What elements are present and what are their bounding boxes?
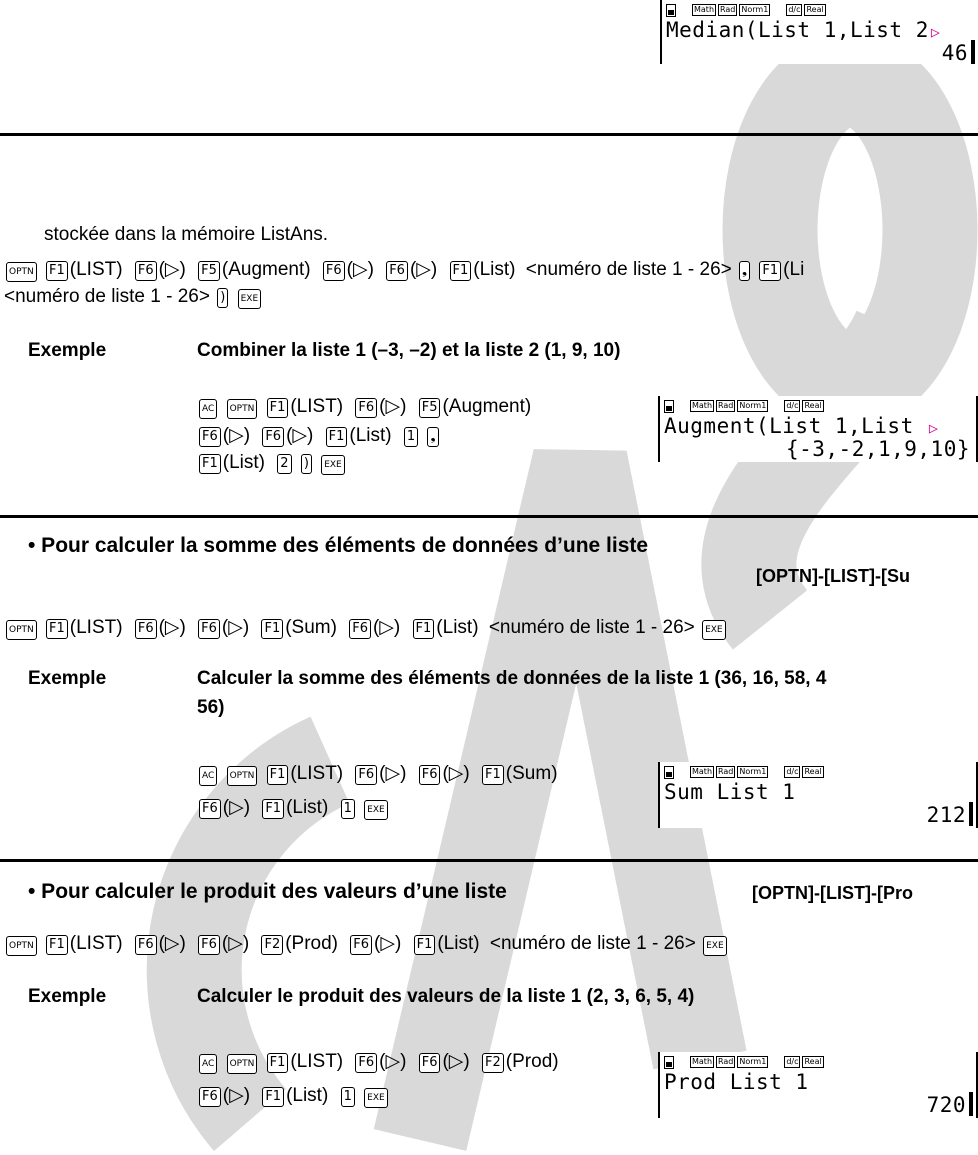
augment-keystrokes-3: F1 (List) 2 ) EXE (197, 452, 347, 475)
lcd-indicator: Real (804, 1057, 822, 1066)
example-description-line-2: 56) (197, 697, 225, 718)
lcd-indicator: d/c (786, 767, 799, 776)
key-f1: F1 (46, 935, 68, 955)
lcd-screen-prod (658, 1052, 978, 1118)
augment-description: stockée dans la mémoire ListAns. (44, 224, 329, 245)
lcd-cursor (969, 802, 973, 826)
key-f6: F6 (349, 619, 371, 639)
key-f1: F1 (262, 799, 284, 819)
menu-path-prod: [OPTN]-[LIST]-[Pro (752, 883, 913, 903)
key-f1: F1 (46, 261, 68, 281)
lcd-result-line: 212 (926, 803, 966, 827)
prod-keystrokes-1: AC OPTN F1 (LIST) F6 (▷) F6 (▷) F2 (Prod) (197, 1050, 559, 1074)
example-description: Calculer le produit des valeurs de la liste 1 (2, 3, 6, 5, 4) (197, 986, 695, 1007)
key-f6: F6 (198, 619, 220, 639)
lcd-screen-median (660, 0, 978, 64)
menu-path-sum: [OPTN]-[LIST]-[Su (756, 566, 910, 586)
key-f6: F6 (386, 261, 408, 281)
key-f1: F1 (326, 427, 348, 447)
key-f6: F6 (199, 427, 221, 447)
lcd-cursor (969, 1092, 973, 1116)
key-optn: OPTN (6, 620, 37, 640)
lcd-status-bar (664, 1055, 824, 1069)
augment-keystrokes-1: AC OPTN F1 (LIST) F6 (▷) F5 (Augment) (197, 395, 531, 419)
key-1: 1 (341, 1087, 355, 1107)
key-f1: F1 (267, 1053, 289, 1073)
lcd-indicator: d/c (788, 5, 801, 14)
key-f6: F6 (198, 935, 220, 955)
lcd-indicator: Rad (718, 401, 734, 410)
key-ac: AC (199, 1054, 217, 1074)
key-f1: F1 (267, 398, 289, 418)
key-f1: F1 (267, 765, 289, 785)
lcd-result-line: {-3,-2,1,9,10} (785, 437, 970, 461)
key-f6: F6 (419, 1053, 441, 1073)
key-ac: AC (199, 399, 217, 419)
lcd-indicator: Norm1 (739, 767, 767, 776)
section-divider (0, 515, 978, 518)
lcd-cursor (971, 40, 975, 64)
key-exe: EXE (364, 800, 388, 820)
lcd-indicator: Norm1 (739, 401, 767, 410)
key-f6: F6 (419, 765, 441, 785)
example-description-line-1: Calculer la somme des éléments de données de la liste 1 (36, 16, 58, 4 (197, 668, 827, 689)
key-exe: EXE (238, 289, 262, 309)
key-f6: F6 (323, 261, 345, 281)
scroll-right-arrow-icon: ▷ (930, 23, 941, 41)
augment-syntax-line-1: OPTN F1 (LIST) F6 (▷) F5 (Augment) F6 (▷) F6 (▷) F1 (List) <numéro de liste 1 - 26> ❟ F1 (Li (4, 258, 804, 282)
key-f6: F6 (135, 619, 157, 639)
key-f6: F6 (199, 1087, 221, 1107)
key-f1: F1 (450, 261, 472, 281)
key-f6: F6 (135, 935, 157, 955)
lcd-indicator: Math (692, 401, 713, 410)
key-exe: EXE (364, 1088, 388, 1108)
lcd-status-bar (664, 765, 824, 779)
battery-icon (664, 766, 674, 779)
key-f1: F1 (261, 619, 283, 639)
augment-keystrokes-2: F6 (▷) F6 (▷) F1 (List) 1 ❟ (197, 424, 441, 447)
lcd-indicator: Norm1 (741, 5, 769, 14)
key-f1: F1 (262, 1087, 284, 1107)
key-1: 1 (341, 799, 355, 819)
key-exe: EXE (321, 455, 345, 475)
lcd-input-line: Median(List 1,List 2 ▷ (666, 18, 941, 42)
lcd-input-line: Prod List 1 (664, 1070, 809, 1094)
lcd-status-bar (666, 3, 826, 17)
lcd-indicator: Real (804, 401, 822, 410)
key-f1: F1 (199, 454, 221, 474)
key-f2: F2 (482, 1053, 504, 1073)
lcd-indicator: Real (806, 5, 824, 14)
lcd-indicator: Rad (718, 767, 734, 776)
section-heading-prod: • Pour calculer le produit des valeurs d’une liste (28, 880, 507, 903)
key-optn: OPTN (227, 1054, 258, 1074)
key-close-paren: ) (217, 288, 228, 308)
lcd-input-line: Sum List 1 (664, 780, 796, 804)
key-optn: OPTN (6, 262, 37, 282)
key-f1: F1 (759, 261, 781, 281)
battery-icon (666, 4, 676, 17)
key-comma: ❟ (427, 427, 438, 447)
lcd-input-line: Augment(List 1,List ▷ (664, 414, 939, 438)
sum-syntax: OPTN F1 (LIST) F6 (▷) F6 (▷) F1 (Sum) F6 (▷) F1 (List) <numéro de liste 1 - 26> EXE (4, 616, 728, 640)
example-label: Exemple (28, 986, 107, 1007)
lcd-screen-sum (658, 762, 978, 828)
key-close-paren: ) (301, 454, 312, 474)
key-f6: F6 (262, 427, 284, 447)
key-f1: F1 (413, 619, 435, 639)
key-f2: F2 (261, 935, 283, 955)
section-heading-sum: • Pour calculer la somme des éléments de données d’une liste (28, 534, 649, 557)
key-f6: F6 (355, 765, 377, 785)
key-f6: F6 (135, 261, 157, 281)
lcd-indicator: Rad (720, 5, 736, 14)
watermark-letter-o (770, 80, 930, 380)
lcd-screen-augment (658, 396, 978, 462)
key-comma: ❟ (739, 261, 750, 281)
battery-icon (664, 400, 674, 413)
battery-icon (664, 1056, 674, 1069)
lcd-indicator: Math (694, 5, 715, 14)
example-label: Exemple (28, 340, 107, 361)
key-f1: F1 (482, 765, 504, 785)
key-optn: OPTN (6, 936, 37, 956)
sum-keystrokes-1: AC OPTN F1 (LIST) F6 (▷) F6 (▷) F1 (Sum) (197, 762, 558, 786)
key-f6: F6 (355, 398, 377, 418)
key-exe: EXE (703, 936, 727, 956)
lcd-status-bar (664, 399, 824, 413)
key-f1: F1 (414, 935, 436, 955)
lcd-indicator: Norm1 (739, 1057, 767, 1066)
lcd-indicator: Rad (718, 1057, 734, 1066)
section-divider (0, 133, 978, 136)
key-f5: F5 (419, 398, 441, 418)
prod-keystrokes-2: F6 (▷) F1 (List) 1 EXE (197, 1084, 390, 1108)
lcd-indicator: Math (692, 767, 713, 776)
lcd-indicator: Math (692, 1057, 713, 1066)
lcd-indicator: d/c (786, 401, 799, 410)
lcd-result-line: 46 (941, 41, 968, 65)
key-optn: OPTN (227, 766, 258, 786)
lcd-indicator: d/c (786, 1057, 799, 1066)
lcd-indicator: Real (804, 767, 822, 776)
example-label: Exemple (28, 668, 107, 689)
augment-syntax-line-2: <numéro de liste 1 - 26> ) EXE (4, 286, 263, 309)
lcd-result-line: 720 (926, 1093, 966, 1117)
section-divider (0, 859, 978, 862)
prod-syntax: OPTN F1 (LIST) F6 (▷) F6 (▷) F2 (Prod) F6 (▷) F1 (List) <numéro de liste 1 - 26> EXE (4, 932, 729, 956)
key-ac: AC (199, 766, 217, 786)
key-1: 1 (404, 427, 418, 447)
key-2: 2 (277, 454, 291, 474)
scroll-right-arrow-icon: ▷ (928, 419, 939, 437)
key-f6: F6 (350, 935, 372, 955)
key-f1: F1 (46, 619, 68, 639)
key-exe: EXE (702, 620, 726, 640)
key-f5: F5 (198, 261, 220, 281)
key-f6: F6 (355, 1053, 377, 1073)
sum-keystrokes-2: F6 (▷) F1 (List) 1 EXE (197, 796, 390, 820)
example-description: Combiner la liste 1 (–3, –2) et la liste 2 (1, 9, 10) (197, 340, 621, 361)
key-optn: OPTN (227, 399, 258, 419)
key-f6: F6 (199, 799, 221, 819)
